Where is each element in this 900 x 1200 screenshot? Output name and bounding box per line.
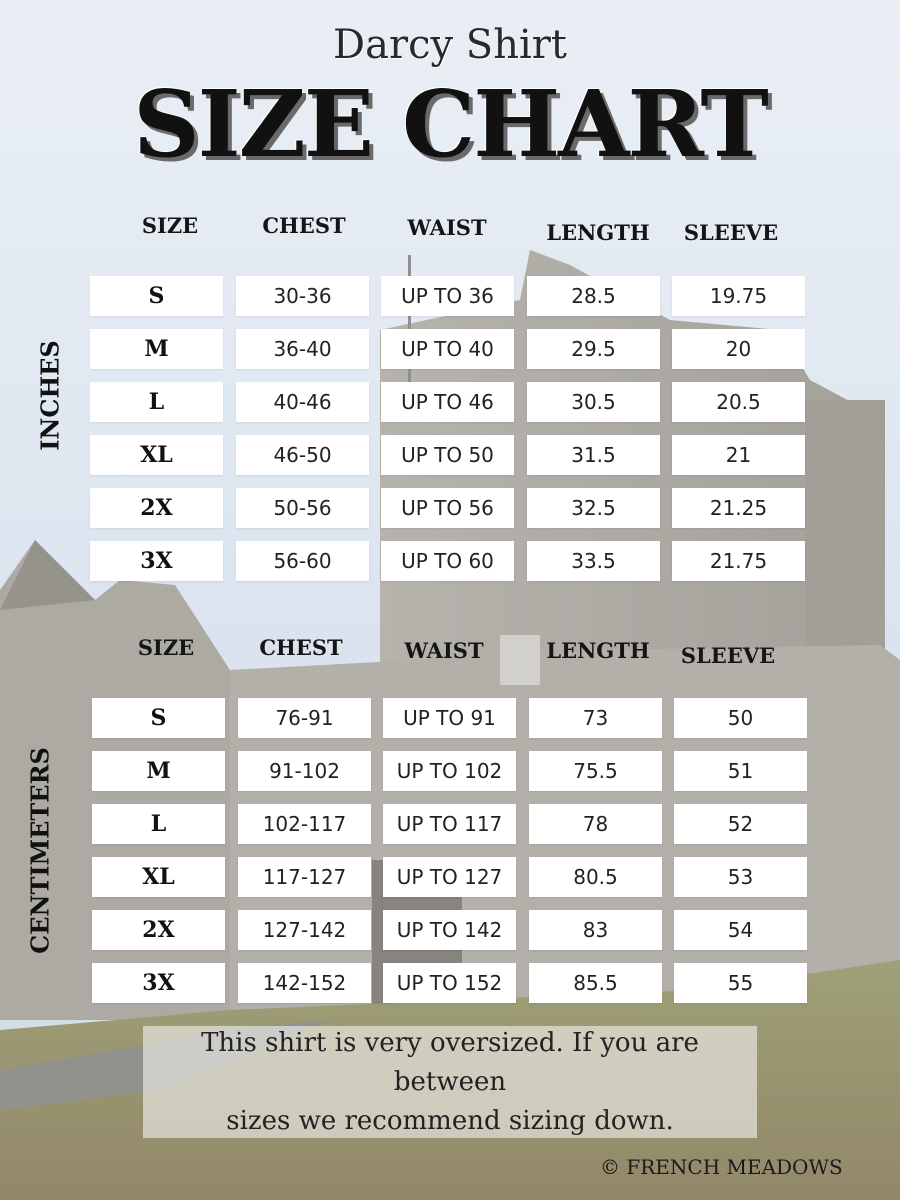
cm-chest-cell: 117-127 — [238, 857, 371, 897]
inches-chest-cell: 50-56 — [236, 488, 369, 528]
sizing-note-line-1: This shirt is very oversized. If you are between — [201, 1027, 699, 1097]
cm-header-size: SIZE — [137, 635, 195, 660]
cm-sleeve-cell: 54 — [674, 910, 807, 950]
sizing-note-line-2: sizes we recommend sizing down. — [226, 1105, 674, 1136]
cm-length-cell: 78 — [529, 804, 662, 844]
inches-length-cell: 30.5 — [527, 382, 660, 422]
inches-chest-cell: 30-36 — [236, 276, 369, 316]
cm-size-cell: 3X — [92, 963, 225, 1003]
inches-chest-cell: 56-60 — [236, 541, 369, 581]
inches-length-cell: 28.5 — [527, 276, 660, 316]
cm-length-cell: 85.5 — [529, 963, 662, 1003]
cm-sleeve-cell: 55 — [674, 963, 807, 1003]
cm-size-cell: XL — [92, 857, 225, 897]
inches-length-cell: 32.5 — [527, 488, 660, 528]
inches-length-cell: 29.5 — [527, 329, 660, 369]
inches-size-cell: 2X — [90, 488, 223, 528]
cm-sleeve-cell: 53 — [674, 857, 807, 897]
copyright-text: © FRENCH MEADOWS — [600, 1155, 843, 1179]
inches-size-cell: M — [90, 329, 223, 369]
inches-header-sleeve: SLEEVE — [683, 220, 779, 245]
cm-header-sleeve: SLEEVE — [680, 643, 776, 668]
cm-length-cell: 73 — [529, 698, 662, 738]
inches-chest-cell: 46-50 — [236, 435, 369, 475]
sizing-note — [143, 1026, 757, 1138]
cm-chest-cell: 142-152 — [238, 963, 371, 1003]
product-name: Darcy Shirt — [333, 22, 567, 68]
cm-chest-cell: 102-117 — [238, 804, 371, 844]
inches-length-cell: 31.5 — [527, 435, 660, 475]
cm-chest-cell: 76-91 — [238, 698, 371, 738]
inches-header-chest: CHEST — [262, 213, 346, 238]
centimeters-section-label: CENTIMETERS — [25, 747, 55, 954]
inches-size-cell: XL — [90, 435, 223, 475]
cm-length-cell: 80.5 — [529, 857, 662, 897]
inches-size-cell: L — [90, 382, 223, 422]
inches-section-label: INCHES — [35, 340, 65, 451]
inches-size-cell: 3X — [90, 541, 223, 581]
inches-chest-cell: 40-46 — [236, 382, 369, 422]
inches-waist-cell: UP TO 40 — [381, 329, 514, 369]
cm-waist-cell: UP TO 91 — [383, 698, 516, 738]
cm-sleeve-cell: 50 — [674, 698, 807, 738]
inches-waist-cell: UP TO 60 — [381, 541, 514, 581]
inches-sleeve-cell: 21 — [672, 435, 805, 475]
cm-chest-cell: 91-102 — [238, 751, 371, 791]
inches-header-length: LENGTH — [546, 220, 650, 245]
cm-sleeve-cell: 52 — [674, 804, 807, 844]
cm-waist-cell: UP TO 117 — [383, 804, 516, 844]
inches-waist-cell: UP TO 46 — [381, 382, 514, 422]
inches-chest-cell: 36-40 — [236, 329, 369, 369]
inches-sleeve-cell: 20 — [672, 329, 805, 369]
inches-waist-cell: UP TO 56 — [381, 488, 514, 528]
cm-chest-cell: 127-142 — [238, 910, 371, 950]
cm-size-cell: L — [92, 804, 225, 844]
inches-sleeve-cell: 20.5 — [672, 382, 805, 422]
cm-waist-cell: UP TO 102 — [383, 751, 516, 791]
inches-waist-cell: UP TO 36 — [381, 276, 514, 316]
cm-sleeve-cell: 51 — [674, 751, 807, 791]
inches-length-cell: 33.5 — [527, 541, 660, 581]
cm-length-cell: 75.5 — [529, 751, 662, 791]
cm-header-length: LENGTH — [546, 638, 650, 663]
inches-waist-cell: UP TO 50 — [381, 435, 514, 475]
inches-sleeve-cell: 19.75 — [672, 276, 805, 316]
cm-size-cell: M — [92, 751, 225, 791]
cm-header-waist: WAIST — [404, 638, 484, 663]
cm-size-cell: 2X — [92, 910, 225, 950]
cm-waist-cell: UP TO 127 — [383, 857, 516, 897]
cm-length-cell: 83 — [529, 910, 662, 950]
page-title: SIZE CHART — [133, 70, 767, 178]
cm-header-chest: CHEST — [259, 635, 343, 660]
inches-sleeve-cell: 21.75 — [672, 541, 805, 581]
inches-header-size: SIZE — [141, 213, 199, 238]
cm-waist-cell: UP TO 152 — [383, 963, 516, 1003]
inches-sleeve-cell: 21.25 — [672, 488, 805, 528]
inches-header-waist: WAIST — [407, 215, 487, 240]
cm-size-cell: S — [92, 698, 225, 738]
inches-size-cell: S — [90, 276, 223, 316]
cm-waist-cell: UP TO 142 — [383, 910, 516, 950]
